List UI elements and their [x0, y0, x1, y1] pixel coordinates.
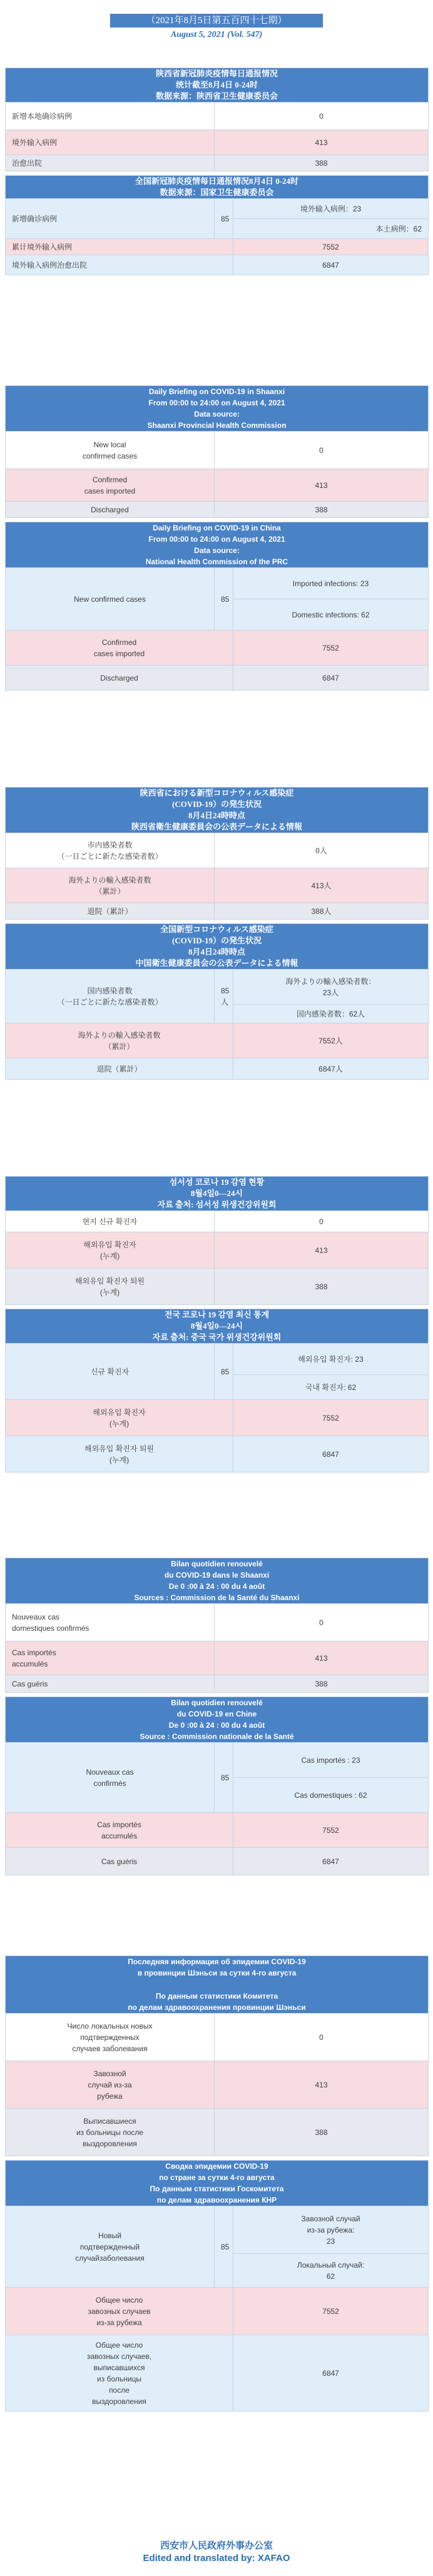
- row-value: 388: [215, 155, 429, 171]
- section-russian: [5, 1955, 428, 2411]
- row-value: 413: [215, 130, 429, 155]
- row-label: 해외유입 확진자 (누계): [6, 1400, 233, 1436]
- en-national-title: [6, 522, 429, 568]
- title-line: From 00:00 to 24:00 on August 4, 2021: [148, 535, 285, 544]
- row-label: 해외유입 확진자 퇴원 (누계): [6, 1436, 233, 1473]
- row-value: 7552: [233, 2288, 429, 2335]
- title-line: Bilan quotidien renouvelé: [171, 1559, 263, 1568]
- imported-count: Imported infections: 23: [233, 568, 429, 599]
- row-value: 388: [215, 1675, 429, 1693]
- ja-national-table: [5, 923, 429, 1080]
- row-label: 海外よりの輸入感染者数 （累計）: [6, 1023, 233, 1058]
- row-label: 新增本地确诊病例: [6, 103, 215, 130]
- ja-national-title: [6, 924, 429, 970]
- ru-provincial-title: [6, 1956, 429, 2014]
- row-label: 海外よりの輸入感染者数 （累計）: [6, 868, 215, 903]
- row-label: Discharged: [6, 666, 233, 691]
- new-cases-total: 85: [215, 199, 233, 239]
- new-cases-total: 85: [215, 568, 233, 631]
- ko-national-table: [5, 1309, 429, 1473]
- title-line: Последняя информация об эпидемии COVID-19: [128, 1957, 306, 1966]
- ko-national-title: [6, 1309, 429, 1344]
- title-line: 陝西省における新型コロナウィルス感染症: [140, 788, 294, 798]
- row-value: 388人: [215, 903, 429, 920]
- row-value: 7552: [233, 1400, 429, 1436]
- row-value: 0: [215, 1211, 429, 1232]
- row-value: 6847: [233, 2335, 429, 2411]
- title-line: From 00:00 to 24:00 on August 4, 2021: [148, 398, 285, 407]
- new-cases-total: 85: [215, 1344, 233, 1400]
- title-line: По данным статистики Комитета: [155, 1992, 278, 2000]
- row-label: Общее число завозных случаев, выписавшихся из больницы после выздоровления: [6, 2335, 233, 2411]
- section-korean: [5, 1176, 428, 1473]
- title-line: 数据来源：国家卫生健康委员会: [160, 188, 274, 197]
- new-cases-label: 国内感染者数 （一日ごとに新たな感染者数）: [6, 970, 215, 1023]
- row-label: 해외유입 확진자 퇴원 (누계): [6, 1269, 215, 1305]
- row-value: 413人: [215, 868, 429, 903]
- row-value: 6847: [233, 666, 429, 691]
- imported-count: Cas importés : 23: [233, 1743, 429, 1778]
- new-cases-label: Новый подтвержденный случайзаболевания: [6, 2206, 215, 2288]
- title-line: По данным статистики Госкомитета: [150, 2184, 284, 2193]
- title-line: Data source:: [194, 546, 240, 555]
- row-value: 388: [215, 1269, 429, 1305]
- new-cases-total: 85: [215, 2206, 233, 2288]
- row-value: 6847人: [233, 1058, 429, 1080]
- row-value: 7552: [233, 1813, 429, 1848]
- ru-national-title: [6, 2161, 429, 2206]
- title-line: 数据来源：陕西省卫生健康委员会: [156, 91, 278, 101]
- en-provincial-table: [5, 385, 429, 518]
- row-label: 현지 신규 확진자: [6, 1211, 215, 1232]
- title-line: Daily Briefing on COVID-19 in China: [153, 524, 281, 532]
- row-label: Cas importés accumulés: [6, 1813, 233, 1848]
- row-label: Cas guéris: [6, 1675, 215, 1693]
- row-label: Общее число завозных случаев из-за рубежа: [6, 2288, 233, 2335]
- en-national-table: [5, 522, 429, 691]
- section-chinese: [5, 68, 428, 275]
- title-line: 中国衛生健康委員会の公表データによる情報: [135, 958, 298, 968]
- title-line: 统计截至8月4日 0-24时: [175, 80, 258, 89]
- title-line: (COVID-19）の発生状況: [172, 799, 262, 809]
- imported-count: 해외유입 확진자: 23: [233, 1344, 429, 1375]
- footer-credit: Edited and translated by: XAFAO: [143, 2553, 290, 2563]
- new-cases-label: Nouveaux cas confirmés: [6, 1743, 215, 1813]
- zh-national-title: [6, 176, 429, 199]
- row-value: 413: [215, 2061, 429, 2109]
- row-value: 7552: [233, 239, 429, 255]
- section-japanese: [5, 787, 428, 1080]
- zh-provincial-title: [6, 68, 429, 103]
- new-cases-total: 85人: [215, 970, 233, 1023]
- issue-banner: （2021年8月5日第五百四十七期）: [110, 14, 323, 28]
- row-label: Nouveaux cas domestiques confirmés: [6, 1604, 215, 1641]
- title-line: 전국 코로나 19 감염 최신 통계: [164, 1310, 270, 1319]
- row-label: Discharged: [6, 502, 215, 518]
- title-line: 8월4일0—24시: [190, 1321, 243, 1331]
- domestic-count: Cas domestiques : 62: [233, 1778, 429, 1813]
- row-label: 市内感染者数 （一日ごとに新たな感染者数）: [6, 833, 215, 868]
- row-value: 0: [215, 2014, 429, 2061]
- title-line: 8월4일0—24시: [190, 1189, 243, 1198]
- title-line: Daily Briefing on COVID-19 in Shaanxi: [148, 387, 285, 396]
- title-line: (COVID-19）の発生状況: [172, 936, 262, 945]
- ja-provincial-title: [6, 788, 429, 833]
- imported-count: 海外よりの輸入感染者数： 23人: [233, 970, 429, 1005]
- issue-subtitle: August 5, 2021 (Vol. 547): [170, 30, 263, 39]
- row-label: Завозной случай из-за рубежа: [6, 2061, 215, 2109]
- row-label: Cas guéris: [6, 1848, 233, 1875]
- row-value: 0: [215, 432, 429, 469]
- ko-provincial-table: [5, 1176, 429, 1305]
- fr-national-table: [5, 1696, 429, 1875]
- row-label: 退院（累計）: [6, 903, 215, 920]
- new-cases-label: 新增确诊病例: [6, 199, 215, 239]
- section-french: [5, 1558, 428, 1875]
- row-label: 累计境外输入病例: [6, 239, 233, 255]
- row-value: 6847: [233, 1436, 429, 1473]
- title-line: 陝西省衛生健康委員会の公表データによる情報: [131, 822, 303, 831]
- fr-national-title: [6, 1697, 429, 1743]
- en-provincial-title: [6, 386, 429, 432]
- title-line: 자료 출처: 섬서성 위생건강위원회: [157, 1200, 277, 1209]
- row-value: 413: [215, 1232, 429, 1269]
- row-value: 6847: [233, 1848, 429, 1875]
- new-cases-total: 85: [215, 1743, 233, 1813]
- domestic-count: 国内感染者数：62人: [233, 1005, 429, 1023]
- ru-national-table: [5, 2160, 429, 2411]
- title-line: в провинции Шэньси за сутки 4-го августа: [137, 1969, 297, 1977]
- footer: [0, 2540, 433, 2565]
- row-value: 0人: [215, 833, 429, 868]
- title-line: по стране за сутки 4-го августа: [159, 2173, 275, 2182]
- zh-national-table: [5, 175, 429, 275]
- title-line: по делам здравоохранения КНР: [156, 2196, 277, 2204]
- title-line: 陕西省新冠肺炎疫情每日通报情况: [156, 69, 278, 78]
- title-line: 섬서성 코로나 19 감염 현황: [169, 1177, 265, 1187]
- row-label: 境外输入病例治愈出院: [6, 255, 233, 275]
- row-value: 7552: [233, 631, 429, 666]
- title-line: Shaanxi Provincial Health Commission: [147, 421, 287, 430]
- new-cases-label: New confirmed cases: [6, 568, 215, 631]
- title-line: 8月4日24時時点: [188, 947, 245, 956]
- domestic-count: 국내 확진자: 62: [233, 1375, 429, 1400]
- ru-provincial-table: [5, 1955, 429, 2156]
- fr-provincial-table: [5, 1558, 429, 1693]
- section-english: [5, 385, 428, 691]
- title-line: 全国新冠肺炎疫情每日通报情况8月4日 0-24时: [135, 176, 299, 186]
- row-label: Confirmed cases imported: [6, 631, 233, 666]
- new-cases-label: 신규 확진자: [6, 1344, 215, 1400]
- row-label: New local confirmed cases: [6, 432, 215, 469]
- domestic-count: 本土病例：62: [233, 219, 429, 239]
- row-label: 境外输入病例: [6, 130, 215, 155]
- row-value: 0: [215, 1604, 429, 1641]
- row-label: 해외유입 확진자 (누계): [6, 1232, 215, 1269]
- row-value: 388: [215, 2109, 429, 2156]
- row-value: 388: [215, 502, 429, 518]
- row-value: 0: [215, 103, 429, 130]
- title-line: 자료 출처: 중국 국가 위생건강위원회: [152, 1332, 282, 1342]
- title-line: De 0 :00 à 24 : 00 du 4 août: [168, 1721, 265, 1730]
- row-label: 退院（累計）: [6, 1058, 233, 1080]
- title-line: Сводка эпидемии COVID-19: [165, 2162, 268, 2171]
- title-line: National Health Commission of the PRC: [145, 557, 288, 566]
- row-value: 6847: [233, 255, 429, 275]
- row-label: Confirmed cases imported: [6, 469, 215, 502]
- row-label: Cas importés accumulés: [6, 1641, 215, 1675]
- row-label: Число локальных новых подтвержденных случаев заболевания: [6, 2014, 215, 2061]
- title-line: Data source:: [194, 410, 240, 418]
- title-line: Source : Commission nationale de la Santé: [140, 1732, 294, 1741]
- title-line: du COVID-19 en Chine: [176, 1710, 257, 1718]
- domestic-count: Domestic infections: 62: [233, 599, 429, 631]
- ko-provincial-title: [6, 1177, 429, 1211]
- imported-count: Завозной случай из-за рубежа: 23: [233, 2206, 429, 2254]
- row-value: 413: [215, 1641, 429, 1675]
- footer-org: 西安市人民政府外事办公室: [160, 2541, 273, 2551]
- title-line: du COVID-19 dans le Shaanxi: [164, 1571, 270, 1580]
- title-line: 8月4日24時時点: [188, 811, 246, 820]
- title-line: De 0 :00 à 24 : 00 du 4 août: [168, 1582, 265, 1591]
- row-value: 413: [215, 469, 429, 502]
- domestic-count: Локальный случай: 62: [233, 2254, 429, 2288]
- row-label: Выписавшиеся из больницы после выздоровления: [6, 2109, 215, 2156]
- row-label: 治愈出院: [6, 155, 215, 171]
- title-line: по делам здравоохранения провинции Шэньси: [128, 2003, 306, 2012]
- zh-provincial-table: [5, 68, 429, 171]
- ja-provincial-table: [5, 787, 429, 920]
- title-line: Bilan quotidien renouvelé: [171, 1698, 263, 1707]
- row-value: 7552人: [233, 1023, 429, 1058]
- title-line: Sources : Commission de la Santé du Shaanxi: [134, 1593, 300, 1602]
- title-line: 全国新型コロナウィルス感染症: [160, 925, 273, 934]
- fr-provincial-title: [6, 1558, 429, 1604]
- imported-count: 境外输入病例：23: [233, 199, 429, 219]
